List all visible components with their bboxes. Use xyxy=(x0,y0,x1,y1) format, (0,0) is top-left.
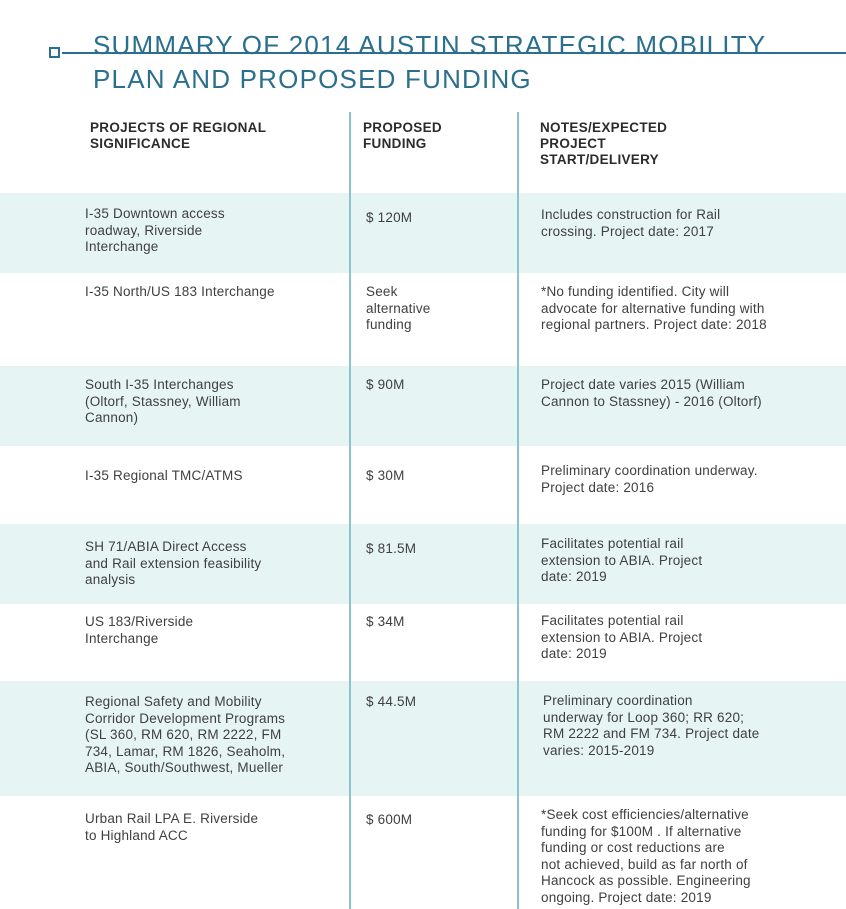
project-cell: Regional Safety and Mobility Corridor Development Programs (SL 360, RM 620, RM 2222, FM 734, Lamar, RM 1826, Seaholm, ABIA, South/Southwest, Mueller xyxy=(85,694,286,776)
notes-cell: Facilitates potential rail extension to ABIA. Project date: 2019 xyxy=(541,536,703,585)
funding-cell: $ 90M xyxy=(366,377,405,392)
funding-cell: $ 34M xyxy=(366,614,405,629)
column-divider xyxy=(349,112,351,909)
page-title: SUMMARY OF 2014 AUSTIN STRATEGIC MOBILITY PLAN AND PROPOSED FUNDING xyxy=(93,30,766,94)
header-projects: PROJECTS OF REGIONAL SIGNIFICANCE xyxy=(90,120,267,151)
notes-cell: *Seek cost efficiencies/alternative funding for $100M . If alternative funding or cost reductions are not achieved, build as far north of Hancock as possible. Engineering ongoing. Project date: 2019 xyxy=(541,807,751,905)
notes-cell: Includes construction for Rail crossing. Project date: 2017 xyxy=(541,207,721,239)
notes-cell: *No funding identified. City will advocate for alternative funding with regional partners. Project date: 2018 xyxy=(541,284,767,333)
notes-cell: Preliminary coordination underway for Loop 360; RR 620; RM 2222 and FM 734. Project date varies: 2015-2019 xyxy=(543,693,760,758)
column-divider xyxy=(517,112,519,909)
project-cell: I-35 North/US 183 Interchange xyxy=(85,284,275,299)
funding-cell: $ 30M xyxy=(366,468,405,483)
notes-cell: Facilitates potential rail extension to ABIA. Project date: 2019 xyxy=(541,613,703,662)
funding-cell: $ 44.5M xyxy=(366,694,417,709)
project-cell: I-35 Regional TMC/ATMS xyxy=(85,468,243,483)
notes-cell: Project date varies 2015 (William Cannon to Stassney) - 2016 (Oltorf) xyxy=(541,377,762,409)
header-notes: NOTES/EXPECTED PROJECT START/DELIVERY xyxy=(540,120,668,167)
header-funding: PROPOSED FUNDING xyxy=(363,120,442,151)
funding-cell: $ 81.5M xyxy=(366,541,417,556)
funding-cell: $ 120M xyxy=(366,210,413,225)
project-cell: South I-35 Interchanges (Oltorf, Stassney, William Cannon) xyxy=(85,377,241,426)
title-marker-icon xyxy=(49,47,60,58)
funding-cell: Seek alternative funding xyxy=(366,284,431,333)
funding-cell: $ 600M xyxy=(366,812,413,827)
notes-cell: Preliminary coordination underway. Project date: 2016 xyxy=(541,463,758,495)
project-cell: Urban Rail LPA E. Riverside to Highland ACC xyxy=(85,811,259,843)
project-cell: SH 71/ABIA Direct Access and Rail extension feasibility analysis xyxy=(85,539,262,588)
project-cell: I-35 Downtown access roadway, Riverside Interchange xyxy=(85,206,225,255)
project-cell: US 183/Riverside Interchange xyxy=(85,614,194,646)
